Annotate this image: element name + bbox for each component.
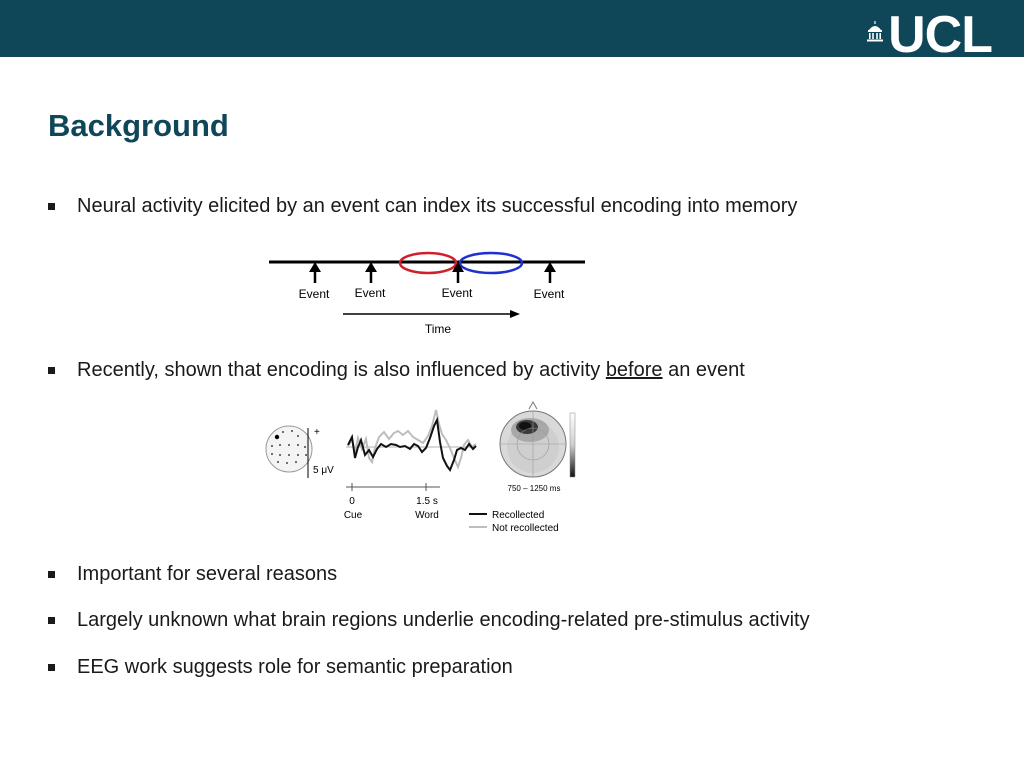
tick-label: 0 [349, 496, 355, 507]
event-label: Event [441, 286, 473, 300]
bullet-item [48, 655, 513, 679]
not-recollected-trace [348, 410, 476, 467]
bullet-square-icon [48, 571, 55, 578]
colorbar [570, 413, 575, 477]
electrode-head-map [266, 426, 312, 472]
event-label: Event [533, 287, 565, 301]
emphasis-before: before [605, 359, 663, 381]
logo-wordmark: UCL [888, 6, 992, 64]
bullet-text-part: an event [662, 359, 745, 381]
bullet-square-icon [48, 617, 55, 624]
bullet-item [48, 608, 810, 632]
map-window-label: 750 – 1250 ms [507, 484, 561, 493]
event-label: Event [354, 286, 386, 300]
legend-label: Not recollected [492, 523, 559, 534]
scale-label: 5 μV [313, 465, 334, 476]
legend-label: Recollected [492, 510, 545, 521]
bullet-item [48, 562, 337, 586]
bullet-text: Largely unknown what brain regions underlie encoding-related pre-stimulus activity [77, 609, 810, 631]
time-label: Time [424, 322, 452, 336]
slide-title: Background [48, 108, 229, 143]
tick-label: 1.5 s [416, 496, 438, 507]
bullet-square-icon [48, 664, 55, 671]
event-label: Event [298, 287, 330, 301]
bullet-text: Important for several reasons [77, 563, 338, 585]
topographic-map [500, 402, 566, 477]
bullet-text-part: Recently, shown that encoding is also influenced by activity [77, 359, 606, 381]
polarity-label: + [314, 427, 320, 438]
tick-sublabel: Cue [343, 510, 363, 521]
bullet-text: Neural activity elicited by an event can index its successful encoding into memory [77, 195, 798, 217]
bullet-text: EEG work suggests role for semantic preparation [77, 656, 513, 678]
tick-sublabel: Word [415, 510, 439, 521]
